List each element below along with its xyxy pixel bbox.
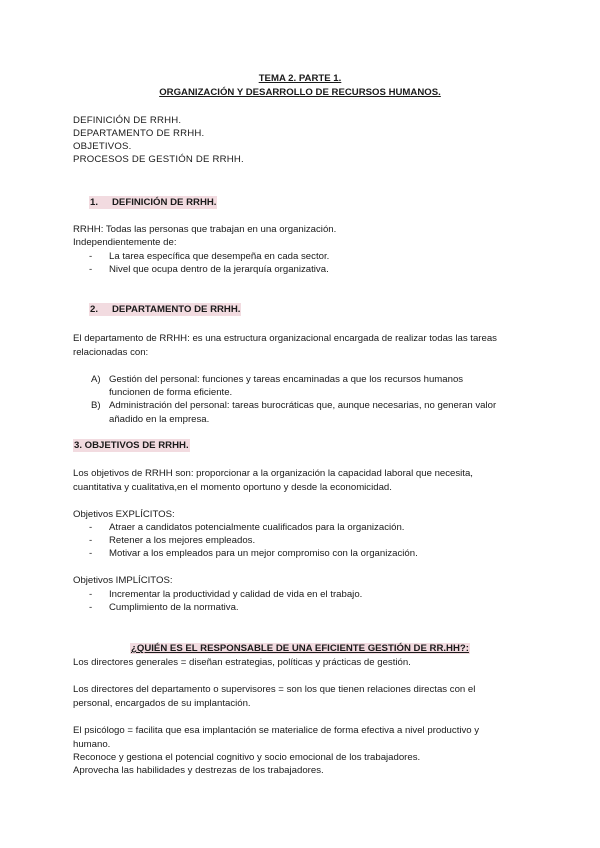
section2-paragraph: relacionadas con: [73,347,149,358]
bullet-dash: - [89,251,93,262]
section4-paragraph: El psicólogo = facilita que esa implantación se materialice de forma efectiva a nivel productivo y [73,725,480,736]
section4-paragraph: Aprovecha las habilidades y destrezas de los trabajadores. [73,765,324,776]
section1-intro: Independientemente de: [73,237,177,248]
list-item-cont: añadido en la empresa. [109,414,210,425]
section4-paragraph: Los directores del departamento o supervisores = son los que tienen relaciones directas con el [73,684,476,695]
section2-heading-text: DEPARTAMENTO DE RRHH. [112,304,241,315]
section4-paragraph: Reconoce y gestiona el potencial cognitivo y socio emocional de los trabajadores. [73,752,421,763]
list-item-cont: funcionen de forma eficiente. [109,387,233,398]
list-item: La tarea específica que desempeña en cada sector. [109,251,330,262]
section2-paragraph: El departamento de RRHH: es una estructura organizacional encargada de realizar todas las tareas [73,333,497,344]
toc-item: DEPARTAMENTO DE RRHH. [73,128,205,139]
section2-number: 2. [90,304,99,315]
toc-item: OBJETIVOS. [73,141,132,152]
toc-item: DEFINICIÓN DE RRHH. [73,115,182,126]
list-letter: B) [91,400,101,411]
list-item: Gestión del personal: funciones y tareas encaminadas a que los recursos humanos [109,374,464,385]
section1-definition: RRHH: Todas las personas que trabajan en una organización. [73,224,337,235]
section3-paragraph: Los objetivos de RRHH son: proporcionar a la organización la capacidad laboral que necesita, [73,468,473,479]
bullet-dash: - [89,535,93,546]
section3-heading: 3. OBJETIVOS DE RRHH. [74,440,189,451]
bullet-dash: - [89,264,93,275]
list-item: Cumplimiento de la normativa. [109,602,239,613]
section4-paragraph: personal, encargados de su implantación. [73,698,251,709]
explicit-title: Objetivos EXPLÍCITOS: [73,509,175,520]
toc-item: PROCESOS DE GESTIÓN DE RRHH. [73,154,244,165]
section4-heading [0,642,600,655]
section4-paragraph: Los directores generales = diseñan estrategias, políticas y prácticas de gestión. [73,657,411,668]
list-item: Motivar a los empleados para un mejor compromiso con la organización. [109,548,418,559]
section1-number: 1. [90,197,99,208]
section4-paragraph: humano. [73,739,111,750]
bullet-dash: - [89,602,93,613]
list-letter: A) [91,374,101,385]
doc-title-line1: TEMA 2. PARTE 1. [258,73,342,84]
list-item: Incrementar la productividad y calidad de vida en el trabajo. [109,589,363,600]
list-item: Administración del personal: tareas burocráticas que, aunque necesarias, no generan valor [109,400,497,411]
bullet-dash: - [89,522,93,533]
implicit-title: Objetivos IMPLÍCITOS: [73,575,173,586]
section1-heading [89,196,217,209]
section3-paragraph: cuantitativa y cualitativa,en el momento oportuno y desde la economicidad. [73,482,392,493]
section2-heading [89,303,241,316]
bullet-dash: - [89,589,93,600]
section1-heading-text: DEFINICIÓN DE RRHH. [112,197,217,208]
section4-heading-text: ¿QUIÉN ES EL RESPONSABLE DE UNA EFICIENTE GESTIÓN DE RR.HH?: [131,643,469,654]
list-item: Retener a los mejores empleados. [109,535,256,546]
bullet-dash: - [89,548,93,559]
doc-title-line2: ORGANIZACIÓN Y DESARROLLO DE RECURSOS HUMANOS. [159,87,441,98]
list-item: Atraer a candidatos potencialmente cualificados para la organización. [109,522,405,533]
list-item: Nivel que ocupa dentro de la jerarquía organizativa. [109,264,329,275]
